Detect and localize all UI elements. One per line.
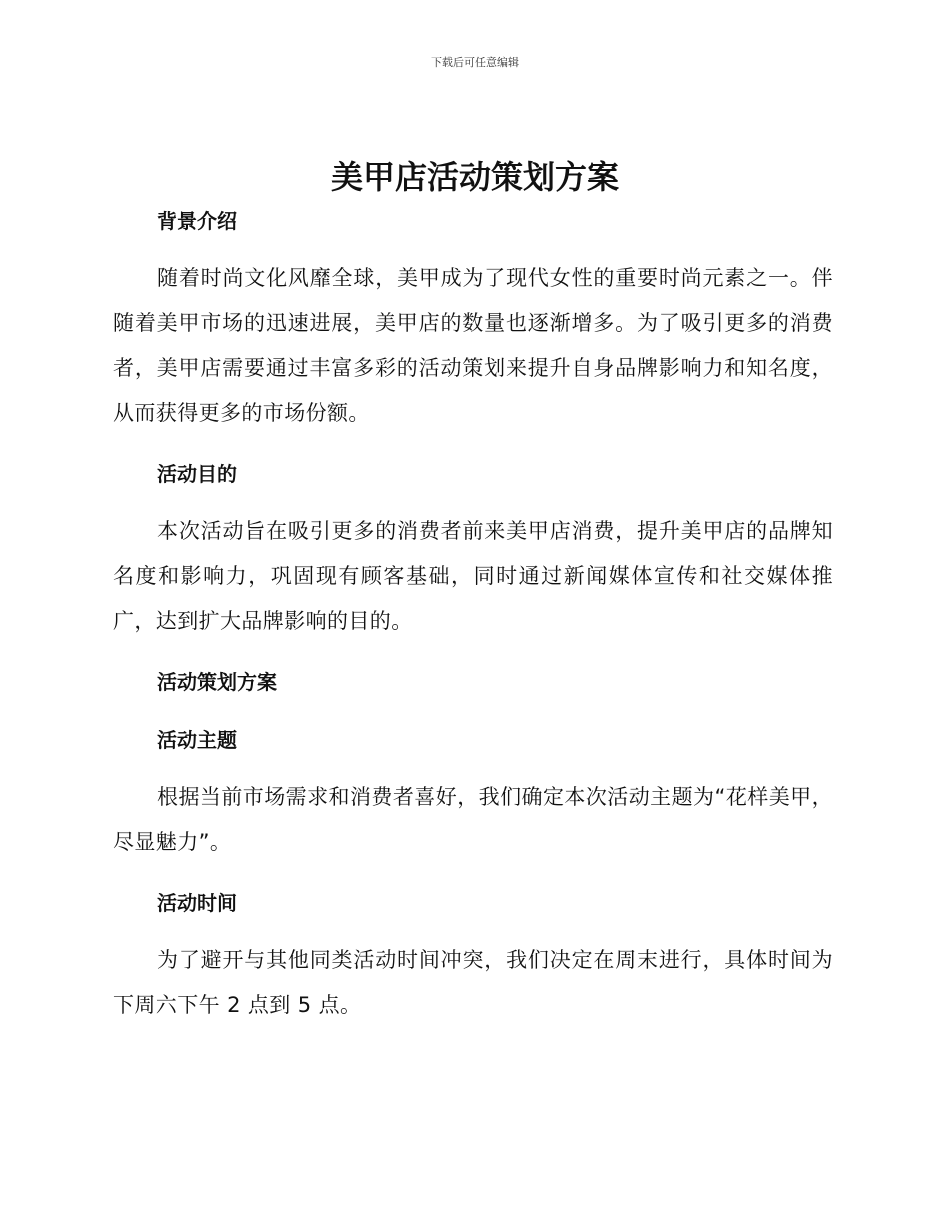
- section-paragraph-time: 为了避开与其他同类活动时间冲突，我们决定在周末进行，具体时间为下周六下午 2 点到 5 点。: [113, 948, 833, 1017]
- section-heading-background: 背景介绍: [157, 209, 237, 233]
- section-heading-time: 活动时间: [157, 891, 237, 915]
- section-heading-purpose: 活动目的: [157, 462, 237, 486]
- section-paragraph-background: 随着时尚文化风靡全球，美甲成为了现代女性的重要时尚元素之一。伴随着美甲市场的迅速进展，美甲店的数量也逐渐增多。为了吸引更多的消费者，美甲店需要通过丰富多彩的活动策划来提升自身品牌影响力和知名度，从而获得更多的市场份额。: [113, 266, 833, 425]
- section-paragraph-purpose: 本次活动旨在吸引更多的消费者前来美甲店消费，提升美甲店的品牌知名度和影响力，巩固现有顾客基础，同时通过新闻媒体宣传和社交媒体推广，达到扩大品牌影响的目的。: [113, 519, 833, 633]
- section-paragraph-theme: 根据当前市场需求和消费者喜好，我们确定本次活动主题为“花样美甲，尽显魅力”。: [113, 785, 833, 854]
- section-heading-theme: 活动主题: [157, 728, 237, 752]
- section-heading-plan: 活动策划方案: [157, 670, 277, 694]
- page-title: 美甲店活动策划方案: [330, 158, 619, 196]
- header-note: 下载后可任意编辑: [431, 56, 519, 69]
- document-body: [113, 205, 833, 1028]
